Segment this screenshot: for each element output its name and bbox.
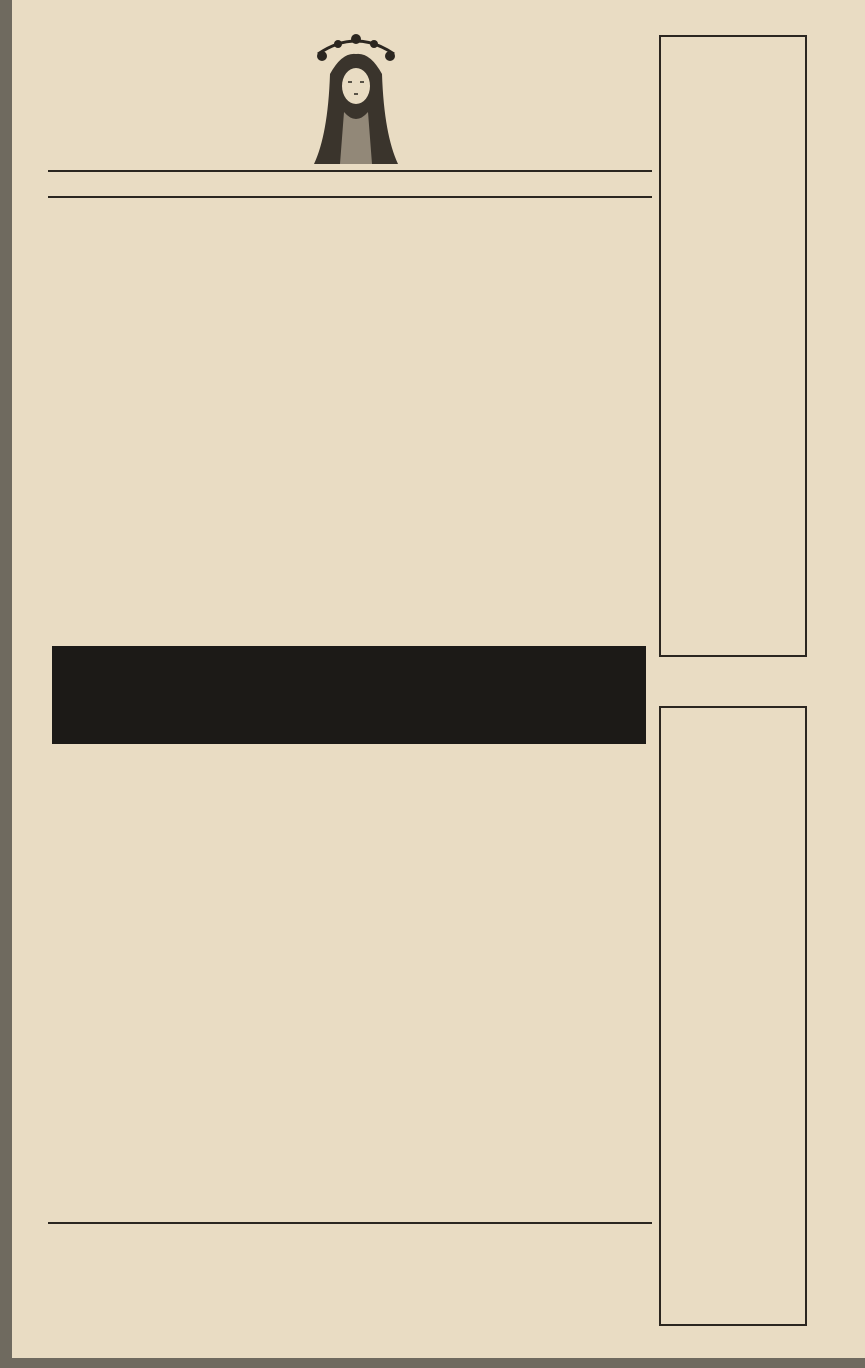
running-head (52, 173, 652, 195)
side-advertisement-aubertus (659, 35, 807, 657)
woman-portrait-illustration (308, 34, 404, 166)
running-head-rule-top (48, 170, 652, 172)
running-head-rule-bottom (48, 196, 652, 198)
side-advertisement-coffman (659, 706, 807, 1326)
bottom-ad-rule (48, 1222, 652, 1224)
page-bottom-edge (0, 1358, 865, 1368)
middle-advertisement (52, 646, 646, 744)
header-advertisement (48, 28, 656, 172)
page-binding-edge (0, 0, 12, 1368)
